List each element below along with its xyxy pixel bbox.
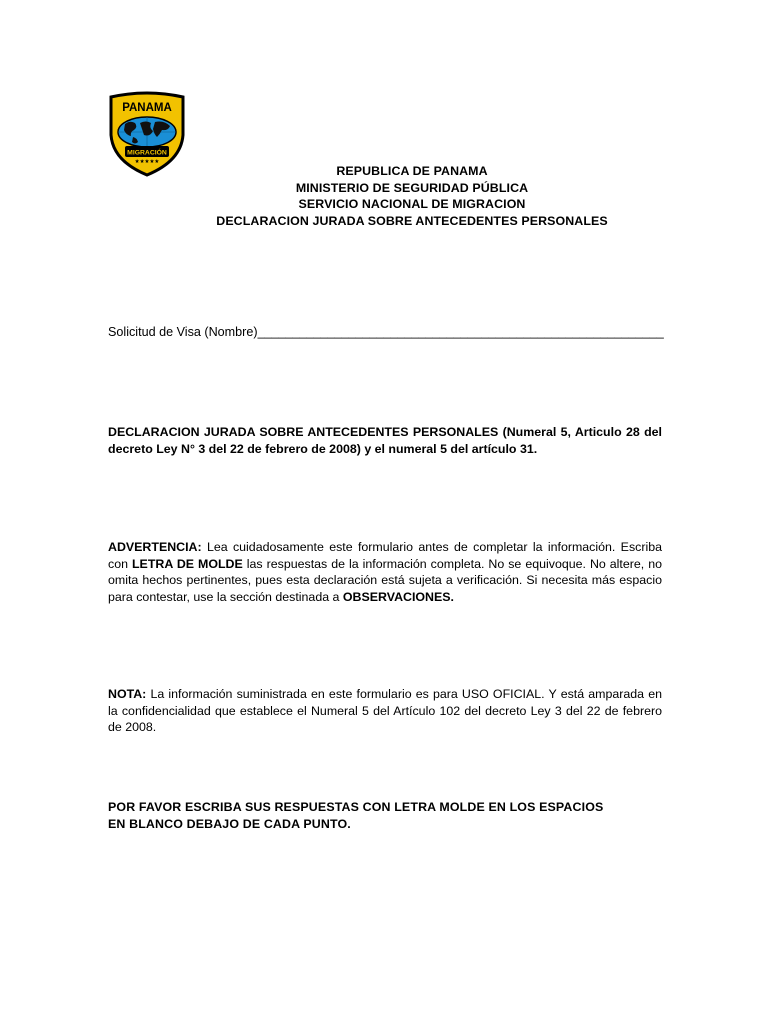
heading-country: REPUBLICA DE PANAMA xyxy=(336,164,488,178)
warning-emphasis: LETRA DE MOLDE xyxy=(131,556,243,571)
instruction-line-1: POR FAVOR ESCRIBA SUS RESPUESTAS CON LETRA MOLDE EN LOS ESPACIOS xyxy=(108,800,604,814)
instruction-paragraph xyxy=(108,799,662,832)
heading-service: SERVICIO NACIONAL DE MIGRACION xyxy=(298,197,526,212)
logo-top-text: PANAMA xyxy=(122,102,172,114)
note-text: La información suministrada en este formulario es para USO OFICIAL. Y está amparada en la confidencialidad que establece el Numeral 5 del Artículo 102 del decreto Ley 3 del 22 de febrero de 2008. xyxy=(108,687,662,735)
visa-request-blank-line: __________________________________________________________ xyxy=(257,325,664,339)
warning-text-1: Lea cuidadosamente este formulario antes de completar la información. Escriba con xyxy=(108,540,662,571)
instruction-line-2: EN BLANCO DEBAJO DE CADA PUNTO. xyxy=(108,816,351,831)
declaration-paragraph: DECLARACION JURADA SOBRE ANTECEDENTES PERSONALES (Numeral 5, Articulo 28 del decreto Ley N° 3 del 22 de febrero de 2008) y el numeral 5 del artículo 31. xyxy=(108,425,662,456)
logo-bottom-text: MIGRACIÓN xyxy=(127,149,167,157)
document-heading xyxy=(108,163,716,229)
heading-form-title: DECLARACION JURADA SOBRE ANTECEDENTES PERSONALES xyxy=(216,213,608,228)
warning-label: ADVERTENCIA: xyxy=(108,540,202,554)
note-paragraph xyxy=(108,686,662,736)
visa-request-label: Solicitud de Visa (Nombre) xyxy=(108,325,258,339)
logo-stars: ★★★★★ xyxy=(134,159,160,165)
visa-request-field xyxy=(108,325,664,339)
warning-text-2: las respuestas de la información completa. No se equivoque. No altere, no omita hechos pertinentes, pues esta declaración está sujeta a verificación. Si necesita más espacio para contestar, use la sección destinada a xyxy=(108,556,662,604)
heading-ministry: MINISTERIO DE SEGURIDAD PÚBLICA xyxy=(295,180,529,195)
warning-paragraph xyxy=(108,539,662,605)
note-label: NOTA: xyxy=(108,687,147,701)
warning-section-name: OBSERVACIONES. xyxy=(342,589,454,604)
